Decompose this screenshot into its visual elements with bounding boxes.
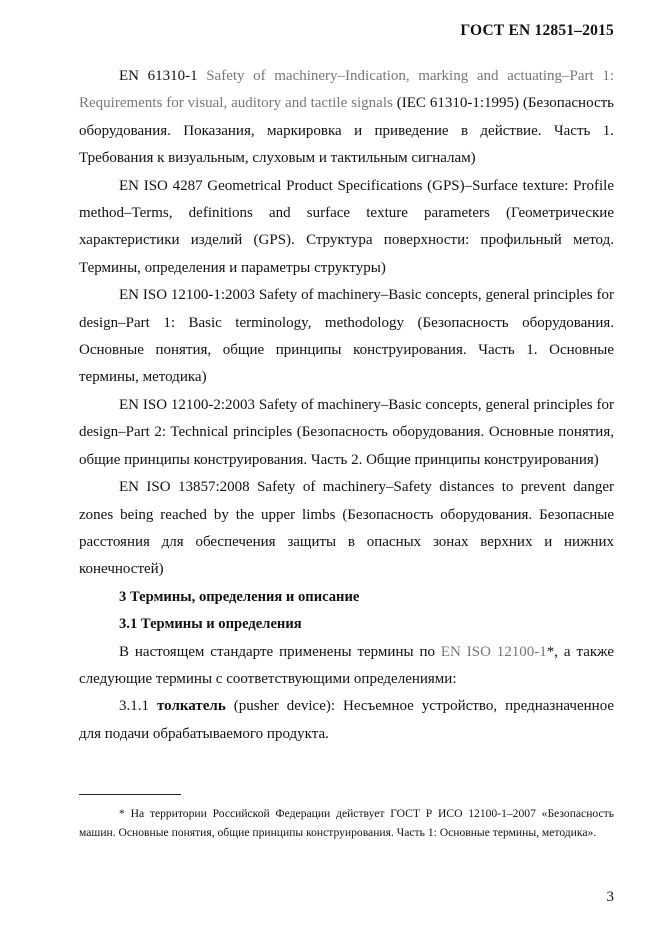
subsection-heading: 3.1 Термины и определения xyxy=(119,616,302,633)
terms-intro xyxy=(79,639,614,694)
term-definition: Несъемное устройство, предназначенное для подачи обрабатываемого продукта. xyxy=(79,698,615,742)
reference-en-61310-1 xyxy=(79,63,614,173)
reference-code: EN 61310-1 xyxy=(119,68,198,84)
term-pusher-device xyxy=(79,693,614,748)
document-header: ГОСТ EN 12851–2015 xyxy=(460,22,614,39)
section-heading: 3 Термины, определения и описание xyxy=(119,588,360,605)
document-body xyxy=(79,63,614,748)
footnote-divider xyxy=(79,794,181,795)
reference-title-en: Safety of machinery–Indication, marking and actuating–Part 1: Requirements for visual, auditory and tactile signals xyxy=(79,68,614,112)
page-number: 3 xyxy=(606,889,614,905)
footnote xyxy=(79,804,614,842)
reference-en-iso-4287: EN ISO 4287 Geometrical Product Specifications (GPS)–Surface texture: Profile method–Terms, definitions and surface texture parameters (Геометрические характеристики изделий (GPS). Структура поверхности: профильный метод. Термины, определения и параметры структуры) xyxy=(79,177,614,276)
reference-en-iso-12100-2: EN ISO 12100-2:2003 Safety of machinery–Basic concepts, general principles for design–Part 2: Technical principles (Безопасность оборудования. Основные понятия, общие принципы конструирования. Часть 2. Общие принципы конструирования) xyxy=(79,396,614,468)
reference-en-iso-12100-1: EN ISO 12100-1:2003 Safety of machinery–Basic concepts, general principles for design–Part 1: Basic terminology, methodology (Безопасность оборудования. Основные понятия, общие принципы конструирования. Часть 1. Основные термины, методика) xyxy=(79,287,614,386)
reference-rest: (IEC 61310-1:1995) (Безопасность оборудования. Показания, маркировка и приведение в действие. Часть 1. Требования к визуальным, слуховым и тактильным сигналам) xyxy=(79,95,614,167)
term-number: 3.1.1 xyxy=(119,698,149,715)
footnote-text: * На территории Российской Федерации действует ГОСТ Р ИСО 12100-1–2007 «Безопасность машин. Основные понятия, общие принципы конструирования. Часть 1: Основные термины, методика». xyxy=(79,807,614,839)
intro-text-before: В настоящем стандарте применены термины по xyxy=(119,643,435,660)
term-word: толкатель xyxy=(156,698,226,715)
intro-reference-link: EN ISO 12100-1 xyxy=(440,643,547,660)
intro-text-after: *, а также следующие термины с соответствующими определениями: xyxy=(79,643,614,687)
reference-en-iso-13857: EN ISO 13857:2008 Safety of machinery–Safety distances to prevent danger zones being reached by the upper limbs (Безопасность оборудования. Безопасные расстояния для обеспечения защиты в опасных зонах верхних и нижних конечностей) xyxy=(79,479,614,578)
term-english: (pusher device): xyxy=(233,698,336,715)
